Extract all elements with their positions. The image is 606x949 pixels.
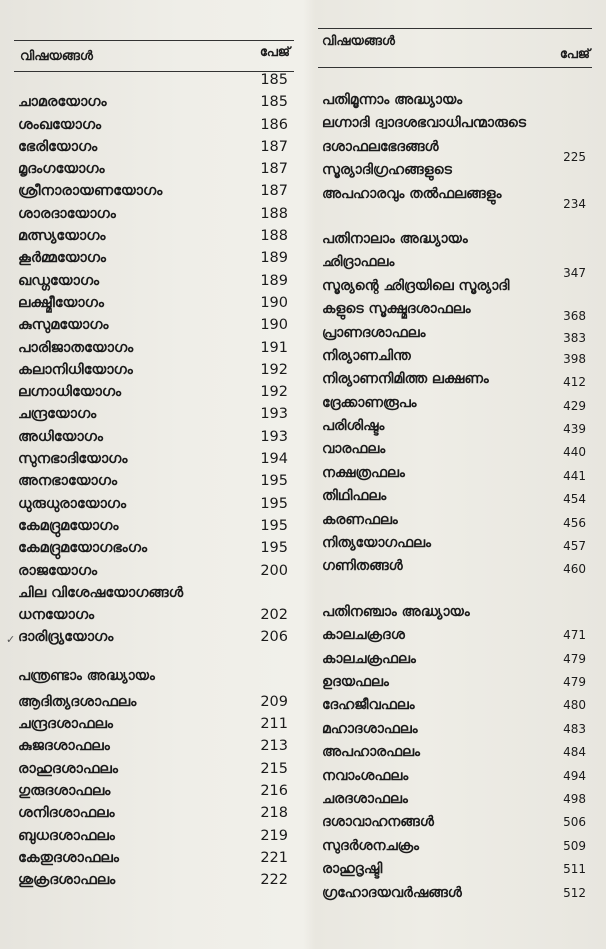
entry-page-number: 206: [260, 629, 288, 646]
entry-page-number: 222: [260, 872, 288, 889]
entry-title: സുനഭാദിയോഗം: [18, 451, 128, 468]
list-item: [318, 812, 592, 835]
list-item: [14, 115, 294, 137]
entry-page-number: 187: [260, 183, 288, 200]
entry-title: കളുടെ സൂക്ഷ്മദശാഫലം: [322, 301, 471, 318]
entry-title: ചന്ദ്രയോഗം: [18, 406, 97, 423]
list-item: [318, 113, 592, 136]
entry-title: രാജയോഗം: [18, 562, 98, 579]
list-item: [14, 271, 294, 293]
list-item: [14, 561, 294, 583]
left-table-header: [14, 40, 294, 72]
entry-title: ചരദശാഫലം: [322, 790, 408, 807]
right-header-page: പേജ്: [559, 47, 590, 62]
list-item: [318, 742, 592, 765]
list-item: [14, 803, 294, 825]
entry-title: മൃദംഗയോഗം: [18, 161, 105, 178]
entry-title: അധിയോഗം: [18, 428, 103, 445]
entry-title: കുജദശാഫലം: [18, 738, 110, 755]
entry-title: സുദർശനചക്രം: [322, 837, 420, 854]
entry-title: പതിമൂന്നാം അദ്ധ്യായം: [322, 92, 463, 108]
entry-page-number: 187: [260, 161, 288, 178]
list-item: [14, 605, 294, 627]
list-item: [318, 510, 592, 533]
list-item: [14, 70, 294, 92]
list-item: [318, 393, 592, 416]
entry-title: ചില വിശേഷയോഗങ്ങൾ: [18, 584, 184, 601]
entry-page-number: 483: [563, 721, 586, 736]
list-item: [14, 159, 294, 181]
chapter-heading: [318, 602, 592, 625]
entry-page-number: 193: [260, 406, 288, 423]
right-table-header: [318, 28, 592, 68]
entry-page-number: 471: [563, 628, 586, 643]
list-item: [318, 859, 592, 882]
entry-title: നിര്യാണചിന്ത: [322, 347, 411, 364]
entry-title: അപഹാരവും തൽഫലങ്ങളും: [322, 185, 502, 202]
entry-title: ദാരിദ്ര്യയോഗം: [18, 629, 114, 646]
entry-title: പ്രാണദശാഫലം: [322, 324, 426, 341]
left-entry-list: [6, 70, 294, 892]
list-item: [14, 92, 294, 114]
list-item: [14, 494, 294, 516]
entry-title: ദേഹജീവഫലം: [322, 697, 415, 714]
entry-title: മഹാദശാഫലം: [322, 720, 418, 737]
entry-page-number: 347: [563, 266, 586, 281]
entry-page-number: 188: [260, 228, 288, 245]
entry-title: ശുക്രദശാഫലം: [18, 872, 116, 889]
entry-title: അപഹാരഫലം: [322, 744, 421, 761]
entry-title: ചന്ദ്രദശാഫലം: [18, 716, 114, 733]
section-gap: [318, 580, 592, 602]
entry-page-number: 457: [563, 539, 586, 554]
entry-page-number: 188: [260, 205, 288, 222]
entry-title: നവാംശഫലം: [322, 767, 409, 784]
right-entry-list: [318, 90, 592, 906]
entry-title: കാലചക്രഫലം: [322, 650, 416, 667]
list-item: [318, 252, 592, 281]
list-item: [14, 471, 294, 493]
entry-title: നിര്യാണനിമിത്ത ലക്ഷണം: [322, 371, 489, 388]
entry-title: അനഭായോഗം: [18, 473, 118, 490]
list-item: [14, 204, 294, 226]
entry-title: ധുരുധുരായോഗം: [18, 495, 127, 512]
list-item: [318, 276, 592, 299]
list-item: [318, 672, 592, 695]
entry-title: ശനിദശാഫലം: [18, 805, 115, 822]
list-item: [14, 137, 294, 159]
entry-title: ലക്ഷ്മീയോഗം: [18, 294, 104, 311]
entry-page-number: 216: [260, 782, 288, 799]
entry-title: ഗുരുദശാഫലം: [18, 782, 111, 799]
entry-title: കേമദ്രുമയോഗഭംഗം: [18, 540, 148, 557]
entry-page-number: 512: [563, 885, 586, 900]
entry-page-number: 194: [260, 451, 288, 468]
list-item: [14, 360, 294, 382]
list-item: [14, 516, 294, 538]
left-header-page: പേജ്: [259, 45, 290, 60]
entry-page-number: 200: [260, 562, 288, 579]
entry-title: ദശാവാഹനങ്ങൾ: [322, 814, 434, 831]
list-item: [14, 583, 294, 605]
list-item: [318, 137, 592, 164]
entry-title: കേതുദശാഫലം: [18, 849, 119, 866]
entry-title: ചാമരയോഗം: [18, 94, 107, 111]
entry-page-number: 187: [260, 138, 288, 155]
list-item: [14, 692, 294, 714]
left-header-subject: വിഷയങ്ങൾ: [20, 49, 93, 64]
section-gap: [14, 650, 294, 666]
entry-page-number: 454: [563, 492, 586, 507]
list-item: [318, 184, 592, 211]
entry-title: സൂര്യന്റെ ഛിദ്രയിലെ സൂര്യാദി: [322, 277, 510, 294]
list-item: [14, 449, 294, 471]
entry-page-number: 185: [260, 72, 288, 88]
list-item: [318, 323, 592, 346]
entry-page-number: 484: [563, 745, 586, 760]
section-gap: [318, 207, 592, 229]
list-item: [318, 369, 592, 392]
chapter-heading: [14, 666, 294, 692]
entry-title: പതിനഞ്ചാം അദ്ധ്യായം: [322, 603, 470, 620]
entry-page-number: 202: [260, 607, 288, 624]
entry-page-number: 225: [563, 149, 586, 164]
entry-page-number: 221: [260, 849, 288, 866]
entry-page-number: 460: [563, 562, 586, 577]
entry-page-number: 479: [563, 651, 586, 666]
entry-title: ശ്രീനാരായണയോഗം: [18, 183, 163, 200]
list-item: [318, 719, 592, 742]
entry-title: ഖഡ്ഗയോഗം: [18, 272, 100, 289]
entry-title: ആദിത്യദശാഫലം: [18, 693, 137, 710]
list-item: [14, 826, 294, 848]
entry-page-number: 195: [260, 517, 288, 534]
entry-title: തിഥിഫലം: [322, 488, 387, 505]
entry-title: ദശാഫലഭേദങ്ങൾ: [322, 138, 439, 155]
entry-title: കലാനിധിയോഗം: [18, 361, 133, 378]
entry-page-number: 218: [260, 805, 288, 822]
entry-page-number: 189: [260, 272, 288, 289]
list-item: [318, 556, 592, 579]
entry-title: ഛിദ്രാഫലം: [322, 254, 395, 271]
list-item: [14, 736, 294, 758]
entry-page-number: 480: [563, 698, 586, 713]
entry-title: ശംഖയോഗം: [18, 116, 102, 133]
list-item: [318, 695, 592, 718]
entry-page-number: 234: [563, 196, 586, 211]
entry-page-number: 439: [563, 422, 586, 437]
list-item: [318, 346, 592, 369]
list-item: [14, 759, 294, 781]
list-item: [318, 883, 592, 906]
entry-title: രാഹുദശാഫലം: [18, 760, 118, 777]
entry-title: ഗ്രഹോദയവർഷങ്ങൾ: [322, 884, 462, 901]
list-item: [318, 486, 592, 509]
chapter-heading: [318, 90, 592, 113]
list-item: [318, 463, 592, 486]
entry-title: ലഗ്നാധിയോഗം: [18, 384, 122, 401]
entry-title: കാലചക്രദശ: [322, 627, 405, 644]
list-item: [14, 226, 294, 248]
entry-page-number: 191: [260, 339, 288, 356]
list-item: [318, 299, 592, 322]
list-item: [14, 538, 294, 560]
entry-page-number: 192: [260, 361, 288, 378]
list-item: [14, 382, 294, 404]
entry-page-number: 185: [260, 94, 288, 111]
entry-title: ഗണിതങ്ങൾ: [322, 558, 403, 575]
entry-page-number: 509: [563, 838, 586, 853]
entry-page-number: 211: [260, 716, 288, 733]
entry-page-number: 190: [260, 317, 288, 334]
entry-title: മത്സ്യയോഗം: [18, 228, 106, 245]
list-item: [14, 870, 294, 892]
entry-page-number: 440: [563, 445, 586, 460]
entry-page-number: 189: [260, 250, 288, 267]
entry-title: ദ്രേക്കാണരൂപം: [322, 394, 417, 411]
list-item: [14, 181, 294, 203]
entry-page-number: 368: [563, 309, 586, 324]
entry-title: സൂര്യാദിഗ്രഹങ്ങളുടെ: [322, 162, 452, 179]
entry-page-number: 506: [563, 815, 586, 830]
entry-page-number: 494: [563, 768, 586, 783]
pen-mark-icon: ✓: [6, 633, 16, 647]
entry-page-number: 213: [260, 738, 288, 755]
entry-title: കരണഫലം: [322, 511, 398, 528]
list-item: [318, 649, 592, 672]
entry-page-number: 195: [260, 495, 288, 512]
list-item: [6, 627, 294, 649]
entry-title: ബുധദശാഫലം: [18, 827, 115, 844]
entry-page-number: 429: [563, 398, 586, 413]
entry-page-number: 219: [260, 827, 288, 844]
entry-title: പതിനാലാം അദ്ധ്യായം: [322, 230, 468, 247]
entry-title: കേമദ്രുമയോഗം: [18, 517, 119, 534]
entry-page-number: 186: [260, 116, 288, 133]
list-item: [14, 293, 294, 315]
entry-page-number: 215: [260, 760, 288, 777]
entry-title: നിത്യയോഗഫലം: [322, 535, 431, 552]
entry-page-number: 209: [260, 693, 288, 710]
entry-title: ഭേരിയോഗം: [18, 138, 98, 155]
list-item: [318, 789, 592, 812]
entry-page-number: 195: [260, 473, 288, 490]
entry-page-number: 511: [563, 862, 586, 877]
entry-title: വാരഫലം: [322, 441, 386, 458]
entry-title: ഉദയഫലം: [322, 673, 389, 690]
entry-title: കൂർമ്മയോഗം: [18, 250, 106, 267]
list-item: [14, 848, 294, 870]
list-item: [318, 439, 592, 462]
list-item: [318, 836, 592, 859]
entry-page-number: 195: [260, 540, 288, 557]
entry-page-number: 412: [563, 375, 586, 390]
list-item: [318, 766, 592, 789]
list-item: [318, 160, 592, 183]
entry-title: പരിശിഷ്ടം: [322, 418, 385, 435]
entry-title: പാരിജാതയോഗം: [18, 339, 134, 356]
entry-title: ശാരദായോഗം: [18, 205, 116, 222]
list-item: [14, 315, 294, 337]
list-item: [14, 404, 294, 426]
list-item: [318, 533, 592, 556]
list-item: [318, 625, 592, 648]
entry-title: പന്ത്രണ്ടാം അദ്ധ്യായം: [18, 667, 155, 684]
list-item: [14, 338, 294, 360]
entry-page-number: 190: [260, 294, 288, 311]
chapter-heading: [318, 229, 592, 252]
entry-title: കുസുമയോഗം: [18, 317, 109, 334]
entry-page-number: 456: [563, 515, 586, 530]
entry-page-number: 193: [260, 428, 288, 445]
entry-title: രാഹുദൃഷ്ടി: [322, 861, 383, 878]
entry-page-number: 479: [563, 674, 586, 689]
entry-page-number: 383: [563, 330, 586, 345]
entry-title: നക്ഷത്രഫലം: [322, 464, 405, 481]
list-item: [14, 714, 294, 736]
entry-page-number: 192: [260, 384, 288, 401]
entry-title: ധനയോഗം: [18, 607, 95, 624]
right-header-subject: വിഷയങ്ങൾ: [322, 34, 395, 49]
entry-page-number: 398: [563, 351, 586, 366]
list-item: [318, 416, 592, 439]
list-item: [14, 781, 294, 803]
entry-title: ലഗ്നാദി ദ്വാദശഭവാധിപന്മാരുടെ: [322, 115, 526, 132]
entry-page-number: 498: [563, 791, 586, 806]
list-item: [14, 427, 294, 449]
list-item: [14, 248, 294, 270]
entry-page-number: 441: [563, 468, 586, 483]
